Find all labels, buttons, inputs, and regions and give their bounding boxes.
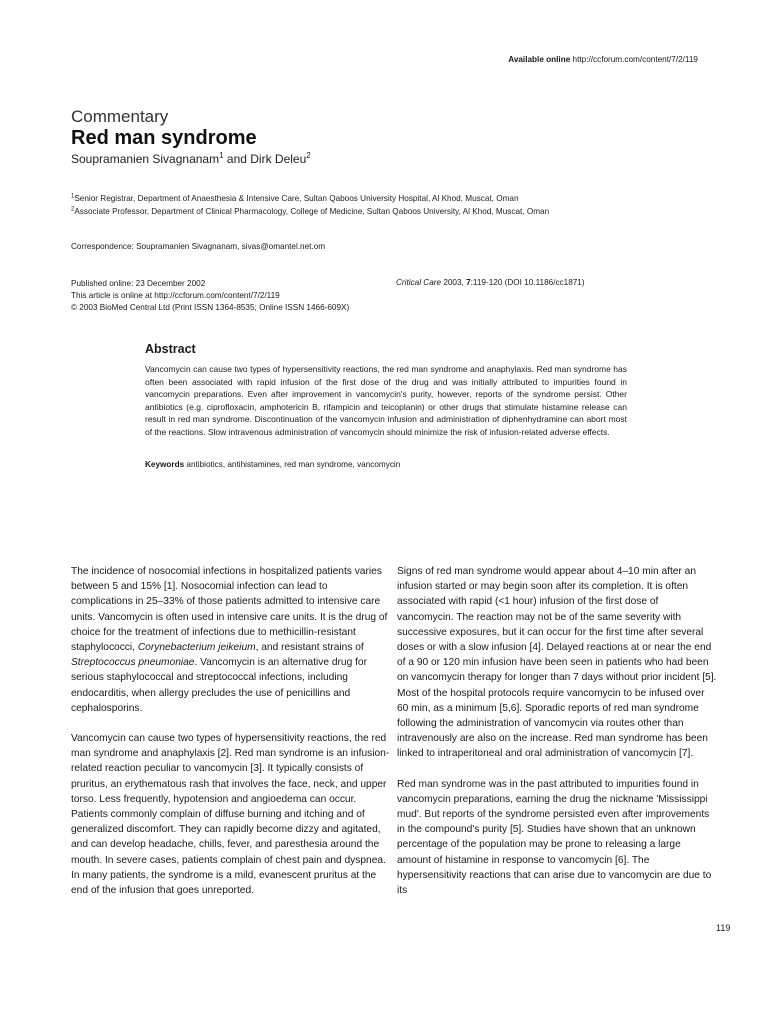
body-text: The incidence of nosocomial infections in hospitalized patients varies between 5 and 15% [1]. Nosocomial infection can lead to complications in 25–33% of those patients admitted to intensive care units. Vancomycin is often used in intensive care units. It is the drug of choice for the treatment of infections due to methicillin-resistant staphylococci, xyxy=(71,566,388,654)
body-text: , and resistant strains of xyxy=(255,642,364,654)
header-url xyxy=(508,55,698,64)
affiliation-1-text: Senior Registrar, Department of Anaesthesia & Intensive Care, Sultan Qaboos University Hospital, Al Khod, Muscat, Oman xyxy=(74,194,519,203)
article-title: Red man syndrome xyxy=(71,127,257,149)
copyright: © 2003 BioMed Central Ltd (Print ISSN 1364-8535; Online ISSN 1466-609X) xyxy=(71,303,350,312)
journal-name: Critical Care xyxy=(396,278,442,287)
citation-year: 2003, xyxy=(441,278,467,287)
keywords xyxy=(145,460,627,469)
author-1: Soupramanien Sivagnanam xyxy=(71,152,220,166)
body-text: . Vancomycin is an alternative drug for serious staphylococcal and streptococcal infections, including endocarditis, when allergy precludes the use of penicillins and cephalosporins. xyxy=(71,657,367,714)
body-paragraph: Vancomycin can cause two types of hypersensitivity reactions, the red man syndrome and anaphylaxis [2]. Red man syndrome is an infusion-related reaction peculiar to vancomycin [3]. It typically consists of pruritus, an erythematous rash that involves the face, neck, and upper torso. Less frequently, hypotension and angioedema can occur. Patients commonly complain of diffuse burning and itching and of generalized discomfort. They can rapidly become dizzy and agitated, and can develop headache, chills, fever, and paresthesia around the mouth. In severe cases, patients complain of chest pain and dyspnea. In many patients, the syndrome is a mild, evanescent pruritus at the end of the infusion that goes unreported. xyxy=(71,733,390,897)
citation-volume: 7 xyxy=(466,278,471,287)
species-name: Corynebacterium jeikeium xyxy=(137,642,256,654)
keywords-label: Keywords xyxy=(145,459,185,469)
abstract xyxy=(145,342,627,469)
article-url[interactable]: http://ccforum.com/content/7/2/119 xyxy=(572,55,698,64)
author-1-mark: 1 xyxy=(219,151,224,160)
page-number: 119 xyxy=(716,923,731,933)
keywords-list: antibiotics, antihistamines, red man syndrome, vancomycin xyxy=(184,459,401,469)
body-paragraph: Signs of red man syndrome would appear about 4–10 min after an infusion started or may begin soon after its completion. It is often associated with rapid (<1 hour) infusion of the first dose of vancomycin. The reaction may not be of the same severity with successive exposures, but it can occur for the first time after several doses or with a slow infusion [4]. Delayed reactions at or near the end of a 90 or 120 min infusion have been seen in patients who had been on vancomycin therapy for longer than 7 days without prior incident [5]. Most of the hospital protocols require vancomycin to be infused over 60 min, as a minimum [5,6]. Sporadic reports of red man syndrome following the administration of vancomycin via routes other than intravenously are also on the increase. Red man syndrome has been linked to intraperitoneal and oral administration of vancomycin [7]. xyxy=(397,566,717,760)
body-column-right xyxy=(397,564,717,898)
authors xyxy=(71,152,311,166)
affiliation-1-mark: 1 xyxy=(71,193,75,200)
online-location: This article is online at http://ccforum.com/content/7/2/119 xyxy=(71,291,280,300)
affiliation-2-text: Associate Professor, Department of Clinical Pharmacology, College of Medicine, Sultan Qaboos University, Al Khod, Muscat, Oman xyxy=(74,207,550,216)
body-paragraph xyxy=(71,564,391,716)
correspondence: Correspondence: Soupramanien Sivagnanam, sivas@omantel.net.om xyxy=(71,242,326,251)
affiliation-2-mark: 2 xyxy=(71,206,75,213)
affiliation-2 xyxy=(71,207,549,216)
author-2: Dirk Deleu xyxy=(250,152,307,166)
species-name: Streptococcus pneumoniae xyxy=(71,657,195,669)
published-date: Published online: 23 December 2002 xyxy=(71,279,206,288)
citation xyxy=(396,278,585,287)
body-column-left xyxy=(71,564,391,898)
abstract-text: Vancomycin can cause two types of hypersensitivity reactions, the red man syndrome and anaphylaxis. Red man syndrome has often been associated with rapid infusion of the first dose of the drug and was initially attributed to impurities found in vancomycin preparations. Even after improvement in vancomycin's purity, however, reports of the syndrome persist. Other antibiotics (e.g. ciprofloxacin, amphotericin B, rifampicin and teicoplanin) or other drugs that stimulate histamine release can result in red man syndrome. Discontinuation of the vancomycin infusion and administration of diphenhydramine can abort most of the reactions. Slow intravenous administration of vancomycin should minimize the risk of infusion-related adverse effects. xyxy=(145,364,627,437)
affiliation-1 xyxy=(71,194,519,203)
abstract-heading: Abstract xyxy=(145,342,196,356)
available-online-label: Available online xyxy=(508,55,571,64)
publication-info xyxy=(71,278,349,314)
body-paragraph: Red man syndrome was in the past attributed to impurities found in vancomycin preparations, earning the drug the nickname 'Mississippi mud'. But reports of the syndrome persisted even after improvements in the compound's purity [5]. Studies have shown that an unknown percentage of the population may be prone to releasing a large amount of histamine in response to vancomycin [6]. The hypersensitivity reactions that can arise due to vancomycin are due to its xyxy=(397,778,712,897)
author-2-mark: 2 xyxy=(306,151,311,160)
author-joiner: and xyxy=(223,152,251,166)
section-label: Commentary xyxy=(71,107,169,126)
citation-pages-doi: :119-120 (DOI 10.1186/cc1871) xyxy=(470,278,585,287)
